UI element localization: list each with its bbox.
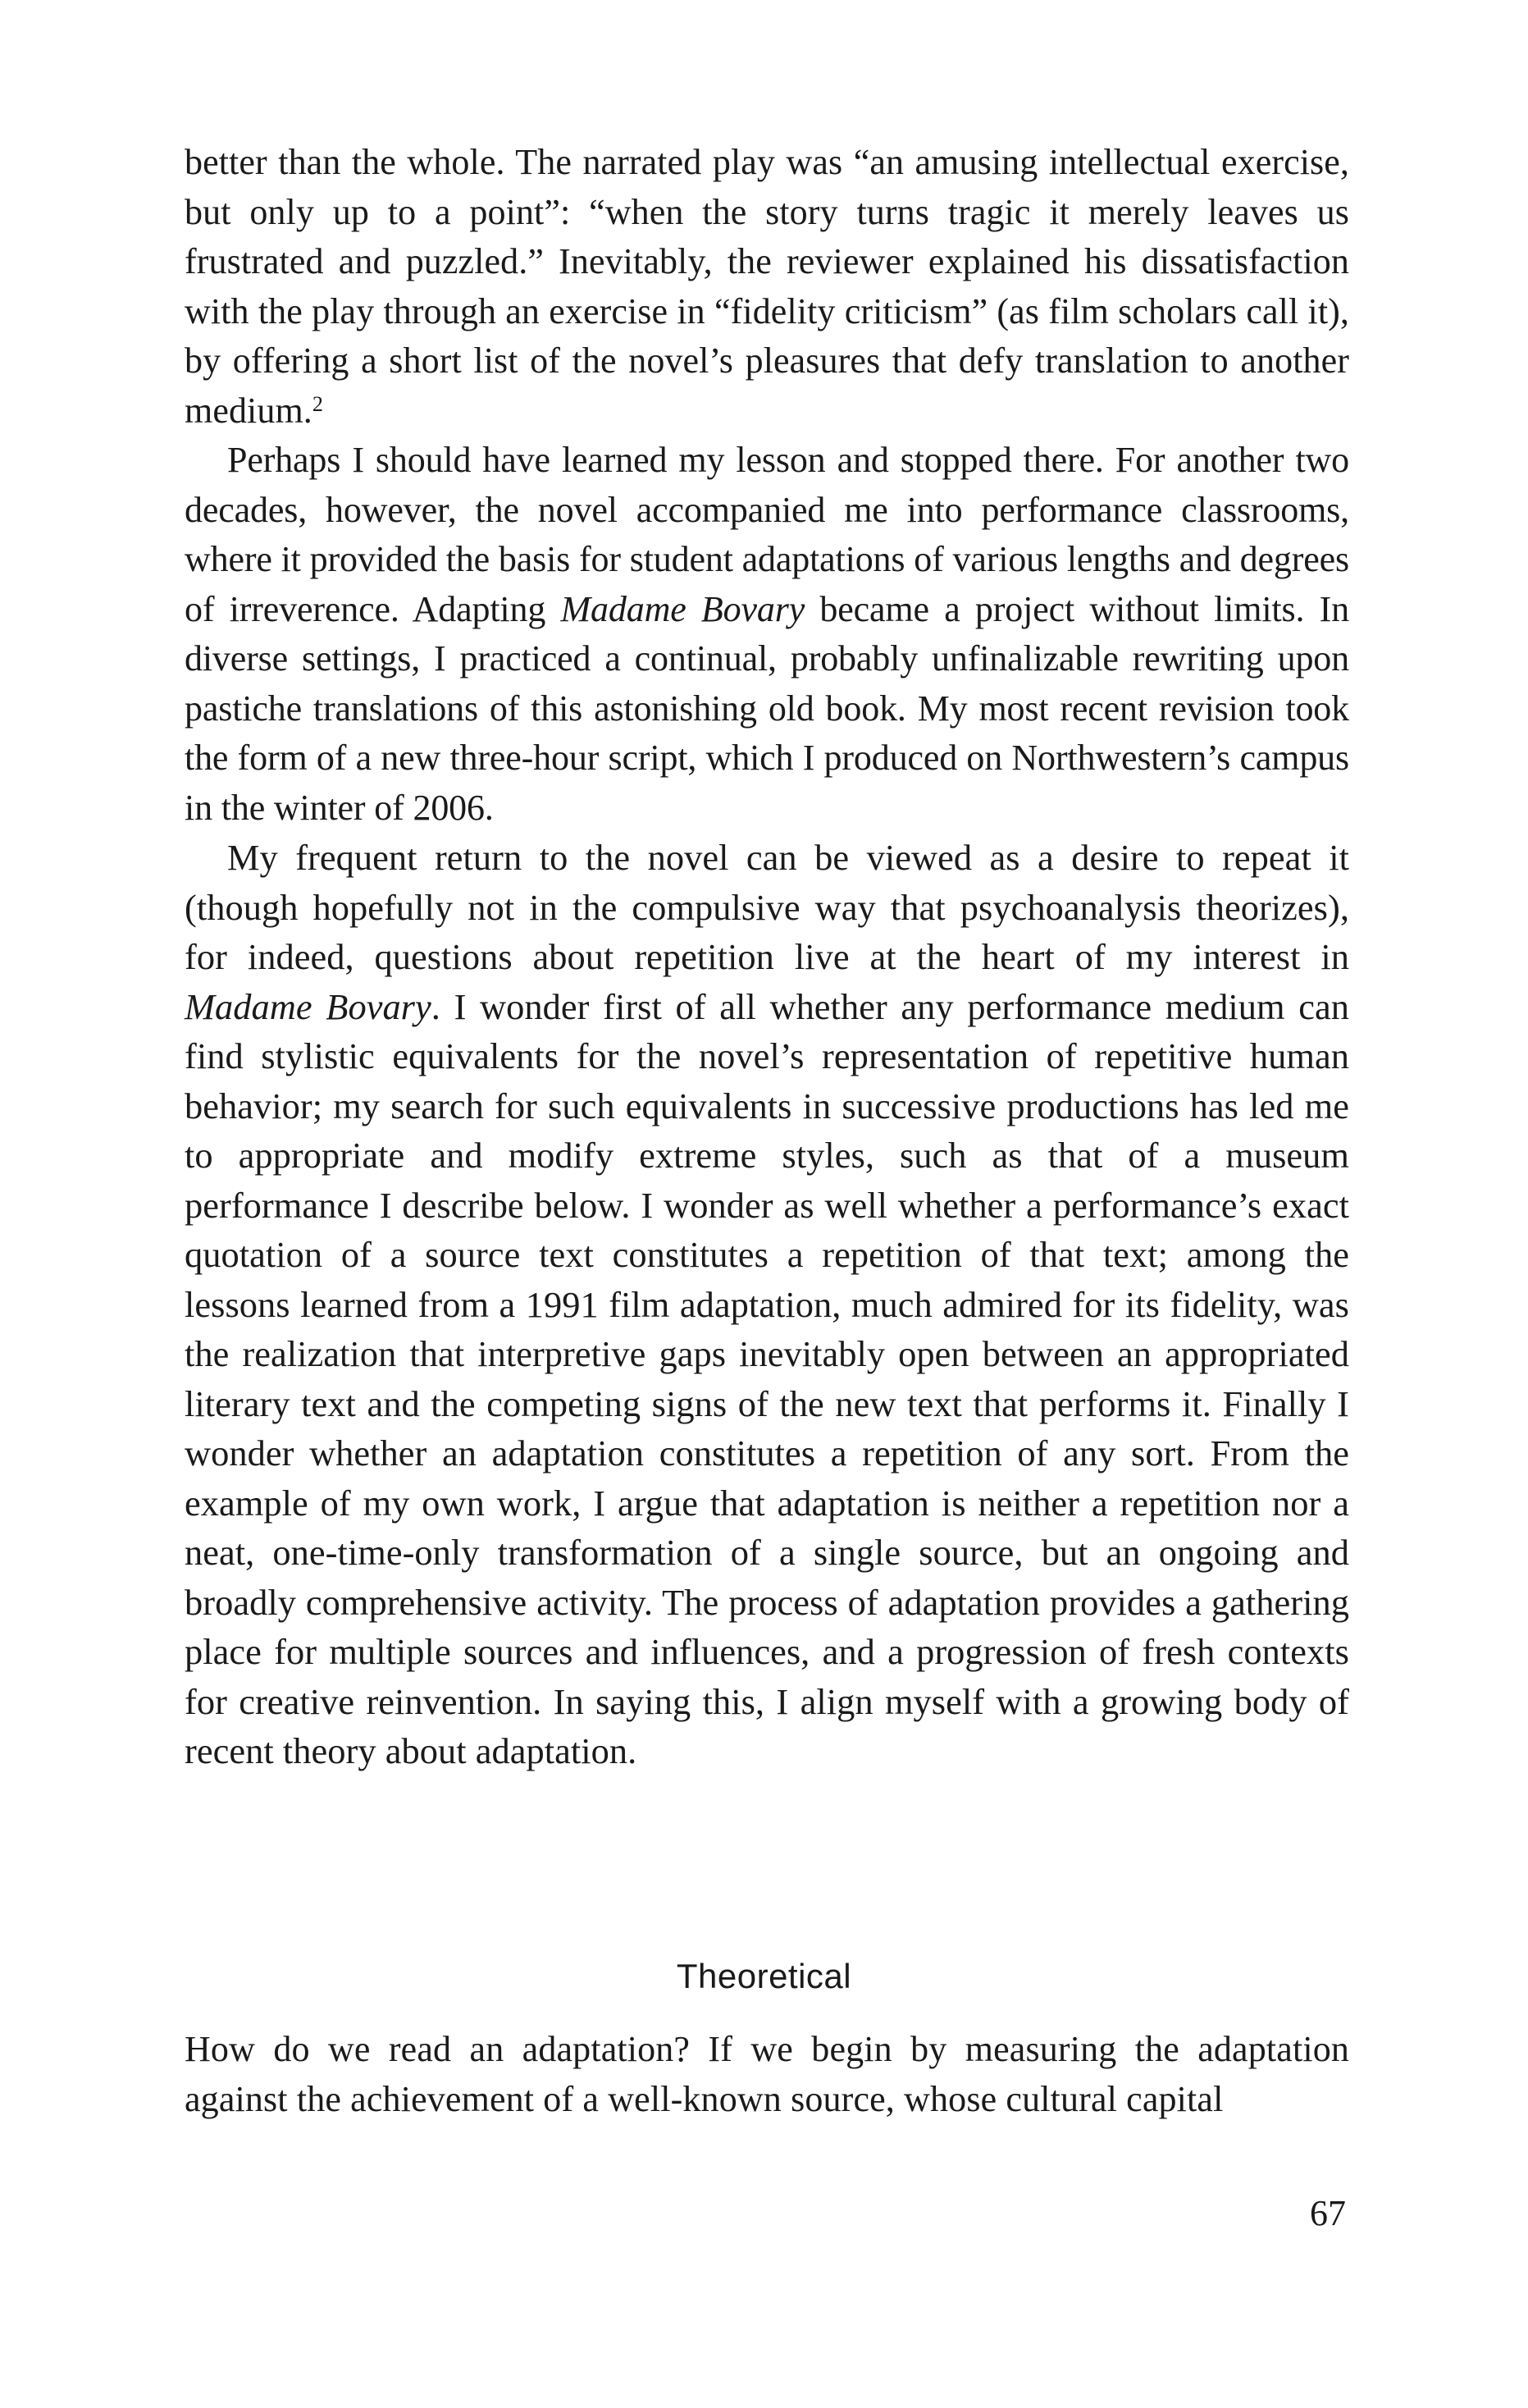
- footnote-reference: 2: [312, 391, 324, 416]
- body-text-bottom: [185, 2025, 1349, 2124]
- paragraph-2-text-a: Perhaps I should have learned my lesson and stopped there. For another two decades, however, the novel accompanied me into performance classrooms, where it provided the basis for student adaptations of various lengths and degrees of irreverence. Adapting: [185, 440, 1349, 629]
- paragraph-3-text-b: . I wonder first of all whether any performance medium can find stylistic equivalents for the novel’s representation of repetitive human behavior; my search for such equivalents in successive productions has led me to appropriate and modify extreme styles, such as that of a museum performance I describe below. I wonder as well whether a performance’s exact quotation of a source text constitutes a repetition of that text; among the lessons learned from a 1991 film adaptation, much admired for its fidelity, was the realization that interpretive gaps inevitably open between an appropriated literary text and the competing signs of the new text that performs it. Finally I wonder whether an adaptation constitutes a repetition of any sort. From the example of my own work, I argue that adaptation is neither a repetition nor a neat, one-time-only transformation of a single source, but an ongoing and broadly comprehensive activity. The process of adaptation provides a gathering place for multiple sources and influences, and a progression of fresh contexts for creative reinvention. In saying this, I align myself with a growing body of recent theory about adaptation.: [185, 985, 1349, 1771]
- paragraph-4: How do we read an adaptation? If we begin by measuring the adaptation against the achievement of a well-known source, whose cultural capital: [185, 2029, 1349, 2119]
- paragraph-2: [185, 436, 1349, 833]
- body-text-top: [185, 138, 1349, 1776]
- book-title: Madame Bovary: [560, 588, 805, 629]
- paragraph-3-text-a: My frequent return to the novel can be viewed as a desire to repeat it (though hopefully not in the compulsive way that psychoanalysis theorizes), for indeed, questions about repetition live at the heart of my interest in: [185, 837, 1349, 977]
- paragraph-3: [185, 833, 1349, 1776]
- paragraph-1-text: better than the whole. The narrated play was “an amusing intellectual exercise, but only up to a point”: “when the story turns tragic it merely leaves us frustrated and puzzled.” Inevitably, the reviewer explained his dissatisfaction with the play through an exercise in “fidelity criticism” (as film scholars call it), by offering a short list of the novel’s pleasures that defy translation to another medium.: [185, 142, 1349, 431]
- paragraph-continued: [185, 138, 1349, 436]
- page-number: 67: [1310, 2193, 1346, 2233]
- book-title: Madame Bovary: [185, 985, 431, 1027]
- paragraph-2-text-b: became a project without limits. In diverse settings, I practiced a continual, probably unfinalizable rewriting upon pastiche translations of this astonishing old book. My most recent revision took the form of a new three-hour script, which I produced on Northwestern’s campus in the winter of 2006.: [185, 588, 1349, 828]
- section-heading: Theoretical: [676, 1957, 852, 1995]
